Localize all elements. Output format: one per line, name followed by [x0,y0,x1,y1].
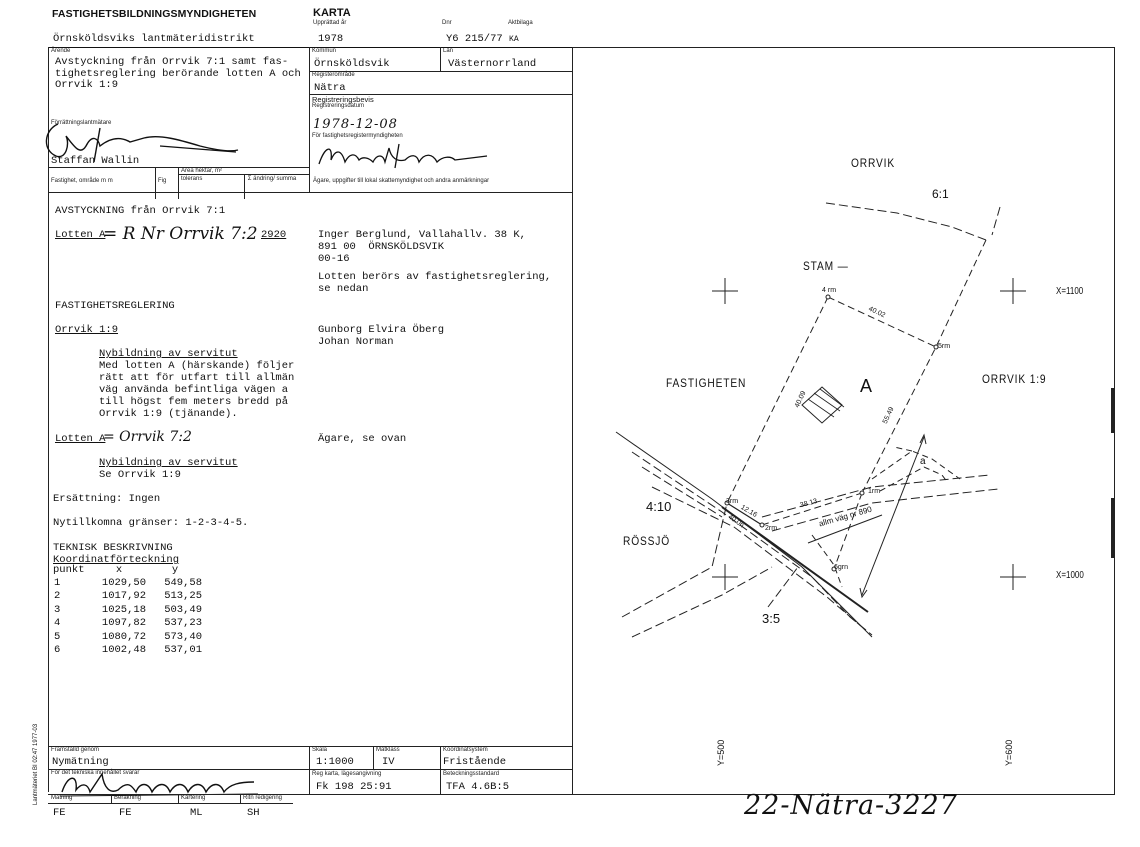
kommun-value: Örnsköldsvik [314,58,390,70]
coord-y: 513,25 [164,590,202,602]
role-value-kartering: ML [190,807,203,819]
driveway-a [872,447,960,491]
col-tolerans-label: tolerans [181,176,203,182]
col-div-2 [178,167,179,199]
col-andring-label: Σ ändring/ summa [247,176,297,182]
registeromrade-label: Registerområde [312,72,355,78]
nybildning-heading-1: Nybildning av servitut [99,348,238,360]
point-2-label: 2rm [765,525,778,532]
boundary-4-3 [727,297,828,503]
header-rule [48,47,572,48]
point-1-label: 1rm [868,488,881,495]
arende-label: Ärende [51,48,71,54]
map-label-61: 6:1 [932,187,949,201]
map-label-stam: STAM — [803,259,849,273]
servitut-line-4: till högst fem meters bredd på [99,396,289,408]
lotten-a2-handwritten: = Orrvik 7:2 [103,429,192,445]
coord-y: 503,49 [164,603,202,616]
footer-divider [309,746,310,794]
coord-punkt: 1 [54,576,61,589]
ersattning: Ersättning: Ingen [53,493,161,505]
distance-5549: 55.49 [881,406,896,425]
distance-1216: 12.16 [739,504,759,519]
arende-line-3: Orrvik 1:9 [55,79,119,91]
col-div-3 [244,174,245,199]
registrar-signature [315,140,495,172]
point-6-label: 6grn [834,564,849,571]
owner-line-2: 891 00 ÖRNSKÖLDSVIK [318,241,445,253]
col-div-1 [155,167,156,199]
coord-row [53,644,203,658]
boundary-1-6 [834,493,862,569]
servitut-text [99,360,294,420]
forrattningslantmatare-label: Förrättningslantmätare [51,120,112,126]
lotten-a2-label: Lotten A [55,433,106,445]
point-5-label: 5rm [938,343,951,350]
role-value-berakning: FE [119,807,132,819]
rule-columns [48,192,572,193]
coord-punkt: 5 [54,630,61,643]
coord-row [53,631,203,645]
year-label: Upprättad år [313,20,347,26]
edge-mark-1 [1111,388,1114,433]
grid-label-x1000: X=1000 [1056,570,1084,581]
nybildning-heading-2: Nybildning av servitut [99,457,238,469]
kommun-label: Kommun [312,48,337,54]
col-agare-label: Ägare, uppgifter till lokal skattemyndighet och andra anmärkningar [313,178,490,184]
servitut-line-3: väg använda befintliga vägen a [99,384,289,396]
map-label-orrvik19: ORRVIK 1:9 [982,372,1047,386]
se-orrvik: Se Orrvik 1:9 [99,469,181,481]
arende-line-2: tighetsreglering berörande lotten A och [55,67,301,80]
dnr-suffix: KA [509,35,519,44]
driveway-label: a [920,456,926,467]
arende-text [55,57,301,92]
distance-4009: 40.09 [793,390,808,409]
point-4-rm: rm [827,287,837,294]
registreringsdatum-value: 1978-12-08 [313,117,398,132]
skala-label: Skala [312,747,328,753]
edge-mark-2 [1111,498,1114,558]
coord-y: 537,23 [164,617,202,629]
regkarta-label: Reg karta, lägesangivning [312,771,382,777]
coord-x: 1017,92 [101,590,146,602]
owner-line-1: Inger Berglund, Vallahallv. 38 K, [318,229,526,241]
map-label-orrvik: ORRVIK [851,156,896,170]
fastighetsreglering-heading: FASTIGHETSREGLERING [55,300,175,312]
coord-header-row [53,565,203,577]
point-4-label [822,287,836,294]
lotten-a-area: 2920 [261,229,287,241]
lan-value: Västernorrland [448,58,537,70]
owner-line-3: 00-16 [318,253,350,265]
role-value-ritn: SH [247,807,260,819]
coord-header-x: x [115,564,123,576]
registreringsbevis-label: Registreringsbevis [312,95,374,104]
distance-4002: 40.02 [867,305,887,320]
registermyndighet-label: För fastighetsregistermyndigheten [312,133,403,139]
boundary-ne [992,207,1000,235]
teknisk-heading: TEKNISK BESKRIVNING [53,542,173,554]
survey-points [725,295,938,571]
servitut-line-2: rätt att för utfart till allmän [99,372,295,384]
coord-x: 1029,50 [101,576,146,589]
koordsystem-label: Koordinatsystem [443,747,488,753]
coord-y: 537,01 [164,644,202,656]
property-map [572,47,1115,794]
koord-title: Koordinatförteckning [53,554,180,566]
betstandard-value: TFA 4.6B:5 [446,781,510,793]
coord-y: 549,58 [164,576,202,589]
dnr-value [446,33,519,46]
kommun-divider [440,47,441,71]
map-label-410: 4:10 [646,499,672,514]
lan-label: Län [443,48,454,54]
map-label-35: 3:5 [762,611,781,626]
role-label-matning: Mätning [51,795,73,801]
coord-punkt: 2 [54,590,61,602]
coord-table [53,565,203,658]
coord-row [53,617,203,631]
point-3-label: 3rm [726,498,739,505]
coord-row [53,590,203,604]
lotten-a-handwritten: = R Nr Orrvik 7:2 [103,224,258,244]
matklass-value: IV [382,756,395,768]
map-label-rossjo: RÖSSJÖ [623,534,671,548]
skala-value: 1:1000 [316,756,354,768]
district-name: Örnsköldsviks lantmäteridistrikt [53,33,255,45]
footer-div-skala [373,746,374,770]
form-divider [309,47,310,192]
owner-line-5: se nedan [318,283,369,295]
orrvik19-owner-1: Gunborg Elvira Öberg [318,324,445,336]
measure-line [862,437,924,595]
surveyor-name: Staffan Wallin [51,155,140,167]
col-fig-label: Fig [158,178,167,184]
coord-header-y: y [171,564,179,576]
registreringsdatum-label: Registreringsdatum [312,103,365,109]
aktbilaga-label: Aktbilaga [508,20,533,26]
framstalld-label: Framställd genom [51,747,100,753]
coord-punkt: 3 [54,603,61,616]
coord-header-punkt: punkt [53,564,85,576]
distance-lower: 40.0n [726,513,745,530]
footer-top-rule [48,746,572,747]
dnr-number: Y6 215/77 [446,33,503,45]
grid-label-x1100: X=1100 [1056,286,1084,297]
nytillkomna-granser: Nytillkomna gränser: 1-2-3-4-5. [53,517,249,529]
matklass-label: Mätklass [376,747,400,753]
boundary-4-5 [828,297,936,347]
col-area-label: Area hektar, m² [181,168,223,174]
role-label-berakning: Beräkning [114,795,142,801]
grid-label-y600: Y=600 [1004,739,1014,766]
doc-type: KARTA [313,7,351,19]
avstyckning-heading: AVSTYCKNING från Orrvik 7:1 [55,205,226,217]
year-value: 1978 [318,33,344,45]
coord-x: 1025,18 [101,603,146,616]
servitut-line-1: Med lotten A (härskande) följer [99,360,295,372]
distance-3813: 38.13 [799,497,819,510]
coord-punkt: 4 [54,617,61,629]
grid-label-y500: Y=500 [716,739,726,766]
regkarta-value: Fk 198 25:91 [316,781,392,793]
framstalld-value: Nymätning [52,756,109,768]
footer-div-koord [440,746,441,794]
boundary-61 [826,203,986,240]
servitut-line-5: Orrvik 1:9 (tjänande). [99,408,238,420]
role-value-matning: FE [53,807,66,819]
owner-block [318,229,551,295]
orrvik19-owner-2: Johan Norman [318,336,394,348]
map-label-fastigheten: FASTIGHETEN [666,376,747,390]
coord-x: 1002,48 [101,644,146,656]
responsible-signature [58,768,268,802]
orrvik19-owners [318,324,444,348]
lotten-a-label: Lotten A [55,229,106,241]
betstandard-label: Beteckningsstandard [443,771,500,777]
coord-x: 1097,82 [101,617,146,629]
koordsystem-value: Fristående [443,756,507,768]
arende-line-1: Avstyckning från Orrvik 7:1 samt fas- [55,56,289,68]
role-label-ritn: Ritn redigering [243,795,283,801]
grid-crosses [712,278,1026,590]
coord-x: 1080,72 [101,630,146,643]
teknisk-ansvar-label: För det tekniska innehållet svarar [51,770,140,776]
coord-y: 573,40 [164,630,202,643]
dnr-label: Dnr [442,20,452,26]
col-fastighet-label: Fastighet, område m m [51,178,113,184]
archive-annotation: 22-Nätra-3227 [744,790,958,821]
form-code: Lantmäteriet BI 02:47 1977-03 [33,723,39,805]
role-rule [48,803,293,804]
lot-a-symbol [802,387,844,423]
owner-line-4: Lotten berörs av fastighetsreglering, [318,271,552,283]
role-label-kartering: Kartering [181,795,206,801]
authority-title: FASTIGHETSBILDNINGSMYNDIGHETEN [52,8,257,20]
map-label-lot-a: A [860,376,873,396]
point-4-number: 4 [822,287,826,294]
coord-row [53,577,203,591]
coord-row [53,604,203,618]
agare-se-ovan: Ägare, se ovan [318,433,407,445]
registeromrade-value: Nätra [314,82,346,94]
orrvik19-label: Orrvik 1:9 [55,324,119,336]
road-label: allm väg nr 890 [817,504,873,529]
coord-punkt: 6 [54,644,61,656]
